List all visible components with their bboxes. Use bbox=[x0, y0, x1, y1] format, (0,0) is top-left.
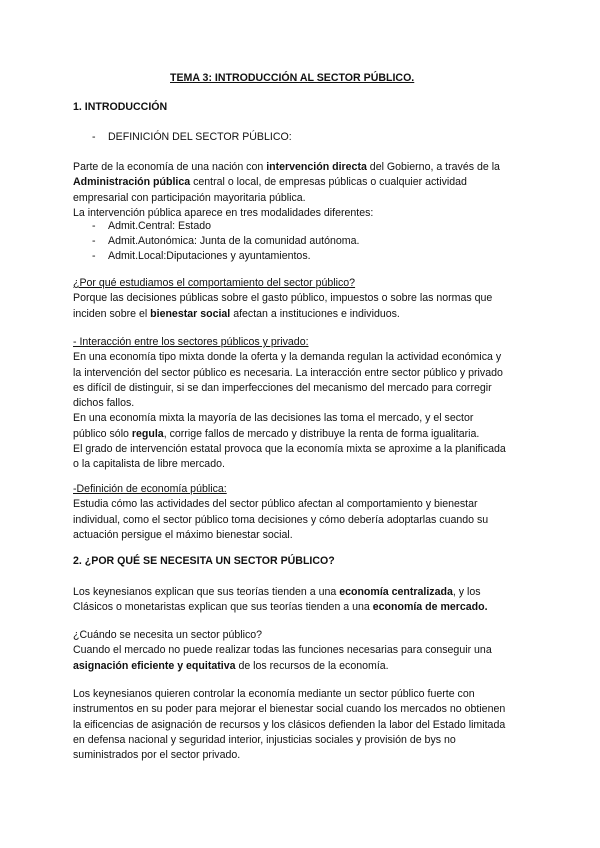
list-item: - Admit.Central: Estado bbox=[92, 220, 212, 232]
why-study-paragraph: ¿Por qué estudiamos el comportamiento del sector público? Porque las decisiones públicas sobre el gasto público, impuestos o sobre las normas que inciden sobre el bienestar social afectan a instituciones e individuos. bbox=[73, 277, 493, 320]
list-item: - Admit.Local:Diputaciones y ayuntamientos. bbox=[92, 250, 311, 262]
keynesian-classical-paragraph: Los keynesianos quieren controlar la economía mediante un sector público fuerte con instrumentos en su poder para mejorar el bienestar social cuando los mercados no obtienen la eificencias de asignación de recursos y los clásicos defienden la labor del Estado limitada en defensa nacional y seguridad interior, injusticias sociales y provisión de bys no suministrados por el sector privado. bbox=[73, 688, 506, 762]
keynesian-paragraph: Los keynesianos explican que sus teorías tienden a una economía centralizada, y los Clásicos o monetaristas explican que sus teorías tienden a una economía de mercado. bbox=[73, 586, 488, 614]
document-title: TEMA 3: INTRODUCCIÓN AL SECTOR PÚBLICO. bbox=[170, 72, 415, 84]
definition-bullet: - DEFINICIÓN DEL SECTOR PÚBLICO: bbox=[92, 131, 292, 143]
list-item: - Admit.Autonómica: Junta de la comunidad autónoma. bbox=[92, 235, 360, 247]
section-1-heading: 1. INTRODUCCIÓN bbox=[73, 101, 168, 113]
section-2-heading: 2. ¿POR QUÉ SE NECESITA UN SECTOR PÚBLICO? bbox=[73, 555, 335, 567]
public-economy-definition: -Definición de economía pública: Estudia cómo las actividades del sector público afectan al comportamiento y bienestar individual, como el sector público toma decisiones y cómo debería adoptarlas cuando su actuación persigue el máximo bienestar social. bbox=[73, 483, 489, 541]
when-needed-paragraph: ¿Cuándo se necesita un sector público? Cuando el mercado no puede realizar todas las funciones necesarias para conseguir una asignación eficiente y equitativa de los recursos de la economía. bbox=[73, 629, 492, 672]
definition-paragraph: Parte de la economía de una nación con intervención directa del Gobierno, a través de la Administración pública central o local, de empresas públicas o cualquier actividad empresarial con participación mayoritaria pública. La intervención pública aparece en tres modalidades diferentes: bbox=[73, 161, 500, 219]
interaction-paragraph: - Interacción entre los sectores públicos y privado: En una economía tipo mixta donde la oferta y la demanda regulan la actividad económica y la intervención del sector público es necesaria. La interacción entre sector público y privado es difícil de distinguir, si se dan imperfecciones del mecanismo del mercado para corregir dichos fallos. En una economía mixta la mayoría de las decisiones las toma el mercado, y el sector público sólo regula, corrige fallos de mercado y distribuye la renta de forma igualitaria. El grado de intervención estatal provoca que la economía mixta se aproxime a la planificada o la capitalista de libre mercado. bbox=[73, 336, 506, 471]
